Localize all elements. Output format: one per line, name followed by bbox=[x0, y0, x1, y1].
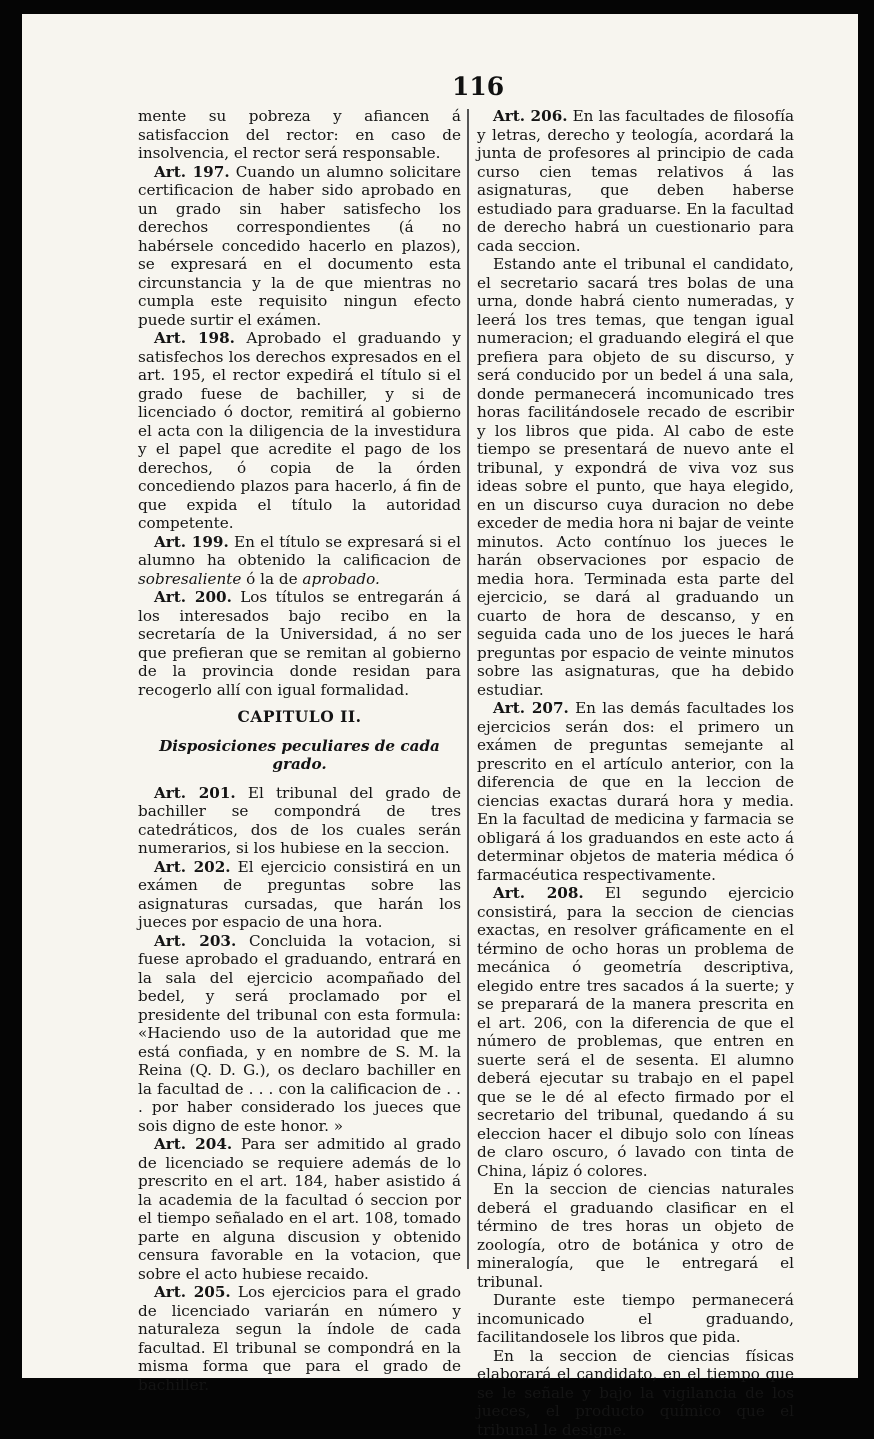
article-label: Art. 200. bbox=[154, 588, 232, 606]
scanned-page bbox=[22, 14, 858, 1378]
article-text: Concluida la votacion, si fuese aprobado el graduando, entrará en la sala del ejercicio acompañado del bedel, y será proclamado por el presidente del tribunal con esta formula: «Haciendo uso de la autoridad que me está confiada, y en nombre de S. M. la Reina (Q. D. G.), os declaro bachiller en la facultad de . . . con la calificacion de . . . por haber considerado los jueces que sois digno de este honor. » bbox=[138, 932, 461, 1135]
paragraph: Estando ante el tribunal el candidato, el secretario sacará tres bolas de una urna, donde habrá ciento numeradas, y leerá los tres temas, que tengan igual numeracion; el graduando elegirá el que prefiera para objeto de su discurso, y será conducido por un bedel á una sala, donde permanecerá incomunicado tres horas facilitándosele recado de escribir y los libros que pida. Al cabo de este tiempo se presentará de nuevo ante el tribunal, y expondrá de viva voz sus ideas sobre el punto, que haya elegido, en un discurso cuya duracion no debe exceder de media hora ni bajar de veinte minutos. Acto contínuo los jueces le harán observaciones por espacio de media hora. Terminada esta parte del ejercicio, se dará al graduando un cuarto de hora de descanso, y en seguida cada uno de los jueces le hará preguntas por espacio de veinte minutos sobre las asignaturas, que ha debido estudiar. bbox=[477, 255, 794, 699]
article-text: El tribunal del grado de bachiller se compondrá de tres catedráticos, dos de los cuales serán numerarios, si los hubiese en la seccion. bbox=[138, 784, 461, 858]
article-text: Para ser admitido al grado de licenciado se requiere además de lo prescrito en el art. 184, haber asistido á la academia de la facultad ó seccion por el tiempo señalado en el art. 108, tomado parte en alguna discusion y obtenido censura favorable en la votacion, que sobre el acto hubiese recaido. bbox=[138, 1135, 461, 1283]
article-label: Art. 203. bbox=[154, 932, 236, 950]
article-205 bbox=[138, 1283, 461, 1394]
article-207 bbox=[477, 699, 794, 884]
column-divider bbox=[467, 109, 469, 1269]
article-197 bbox=[138, 163, 461, 330]
paragraph: En la seccion de ciencias físicas elaborará el candidato, en el tiempo que se le señale y bajo la vigilancia de los jueces, el producto químico que el tribunal le designe. bbox=[477, 1347, 794, 1439]
page-number: 116 bbox=[452, 72, 504, 101]
chapter-heading: CAPITULO II. bbox=[138, 708, 461, 727]
article-label: Art. 201. bbox=[154, 784, 236, 802]
article-label: Art. 205. bbox=[154, 1283, 231, 1301]
article-label: Art. 208. bbox=[493, 884, 584, 902]
article-label: Art. 204. bbox=[154, 1135, 232, 1153]
article-208 bbox=[477, 884, 794, 1180]
article-text: ó la de bbox=[246, 570, 297, 588]
article-198 bbox=[138, 329, 461, 533]
article-label: Art. 197. bbox=[154, 163, 230, 181]
paragraph-continued: mente su pobreza y afiancen á satisfaccion del rector: en caso de insolvencia, el rector será responsable. bbox=[138, 107, 461, 163]
article-text: Los ejercicios para el grado de licenciado variarán en número y naturaleza segun la índole de cada facultad. El tribunal se compondrá en la misma forma que para el grado de bachiller. bbox=[138, 1283, 461, 1394]
article-text: En las demás facultades los ejercicios serán dos: el primero un exámen de preguntas semejante al prescrito en el artículo anterior, con la diferencia de que en la leccion de ciencias exactas durará hora y media. En la facultad de medicina y farmacia se obligará á los graduandos en este acto á determinar objetos de materia médica ó farmacéutica respectivamente. bbox=[477, 699, 794, 884]
article-199 bbox=[138, 533, 461, 589]
italic-term: sobresaliente bbox=[138, 570, 241, 588]
article-text: Los títulos se entregarán á los interesados bajo recibo en la secretaría de la Universidad, á no ser que prefieran que se remitan al gobierno de la provincia donde residan para recogerlo allí con igual formalidad. bbox=[138, 588, 461, 699]
article-label: Art. 202. bbox=[154, 858, 231, 876]
section-subtitle: Disposiciones peculiares de cada grado. bbox=[138, 737, 461, 774]
article-label: Art. 206. bbox=[493, 107, 568, 125]
left-column bbox=[138, 107, 461, 1394]
article-202 bbox=[138, 858, 461, 932]
article-text: El ejercicio consistirá en un exámen de preguntas sobre las asignaturas cursadas, que harán los jueces por espacio de una hora. bbox=[138, 858, 461, 932]
article-label: Art. 199. bbox=[154, 533, 229, 551]
right-column bbox=[477, 107, 794, 1439]
article-label: Art. 207. bbox=[493, 699, 569, 717]
article-206 bbox=[477, 107, 794, 255]
article-200 bbox=[138, 588, 461, 699]
article-text: Aprobado el graduando y satisfechos los derechos expresados en el art. 195, el rector expedirá el título si el grado fuese de bachiller, y si de licenciado ó doctor, remitirá al gobierno el acta con la diligencia de la investidura y el papel que acredite el pago de los derechos, ó copia de la órden concediendo plazos para hacerlo, á fin de que expida el título la autoridad competente. bbox=[138, 329, 461, 532]
article-201 bbox=[138, 784, 461, 858]
italic-term: aprobado. bbox=[302, 570, 379, 588]
paragraph: En la seccion de ciencias naturales deberá el graduando clasificar en el término de tres horas un objeto de zoología, otro de botánica y otro de mineralogía, que le entregará el tribunal. bbox=[477, 1180, 794, 1291]
article-label: Art. 198. bbox=[154, 329, 235, 347]
paragraph: Durante este tiempo permanecerá incomunicado el graduando, facilitandosele los libros que pida. bbox=[477, 1291, 794, 1347]
article-text: El segundo ejercicio consistirá, para la seccion de ciencias exactas, en resolver gráficamente en el término de ocho horas un problema de mecánica ó geometría descriptiva, elegido entre tres sacados á la suerte; y se preparará de la manera prescrita en el art. 206, con la diferencia de que el número de problemas, que entren en suerte será el de sesenta. El alumno deberá ejecutar su trabajo en el papel que se le dé al efecto firmado por el secretario del tribunal, quedando á su eleccion hacer el dibujo solo con líneas de claro oscuro, ó lavado con tinta de China, lápiz ó colores. bbox=[477, 884, 794, 1180]
article-text: Cuando un alumno solicitare certificacion de haber sido aprobado en un grado sin haber satisfecho los derechos correspondientes (á no habérsele concedido hacerlo en plazos), se expresará en el documento esta circunstancia y la de que mientras no cumpla este requisito ningun efecto puede surtir el exámen. bbox=[138, 163, 461, 329]
article-203 bbox=[138, 932, 461, 1136]
article-204 bbox=[138, 1135, 461, 1283]
article-text: En el título se expresará si el alumno ha obtenido la calificacion de bbox=[138, 533, 461, 570]
article-text: En las facultades de filosofía y letras, derecho y teología, acordará la junta de profesores al principio de cada curso cien temas relativos á las asignaturas, que deben haberse estudiado para graduarse. En la facultad de derecho habrá un cuestionario para cada seccion. bbox=[477, 107, 794, 255]
